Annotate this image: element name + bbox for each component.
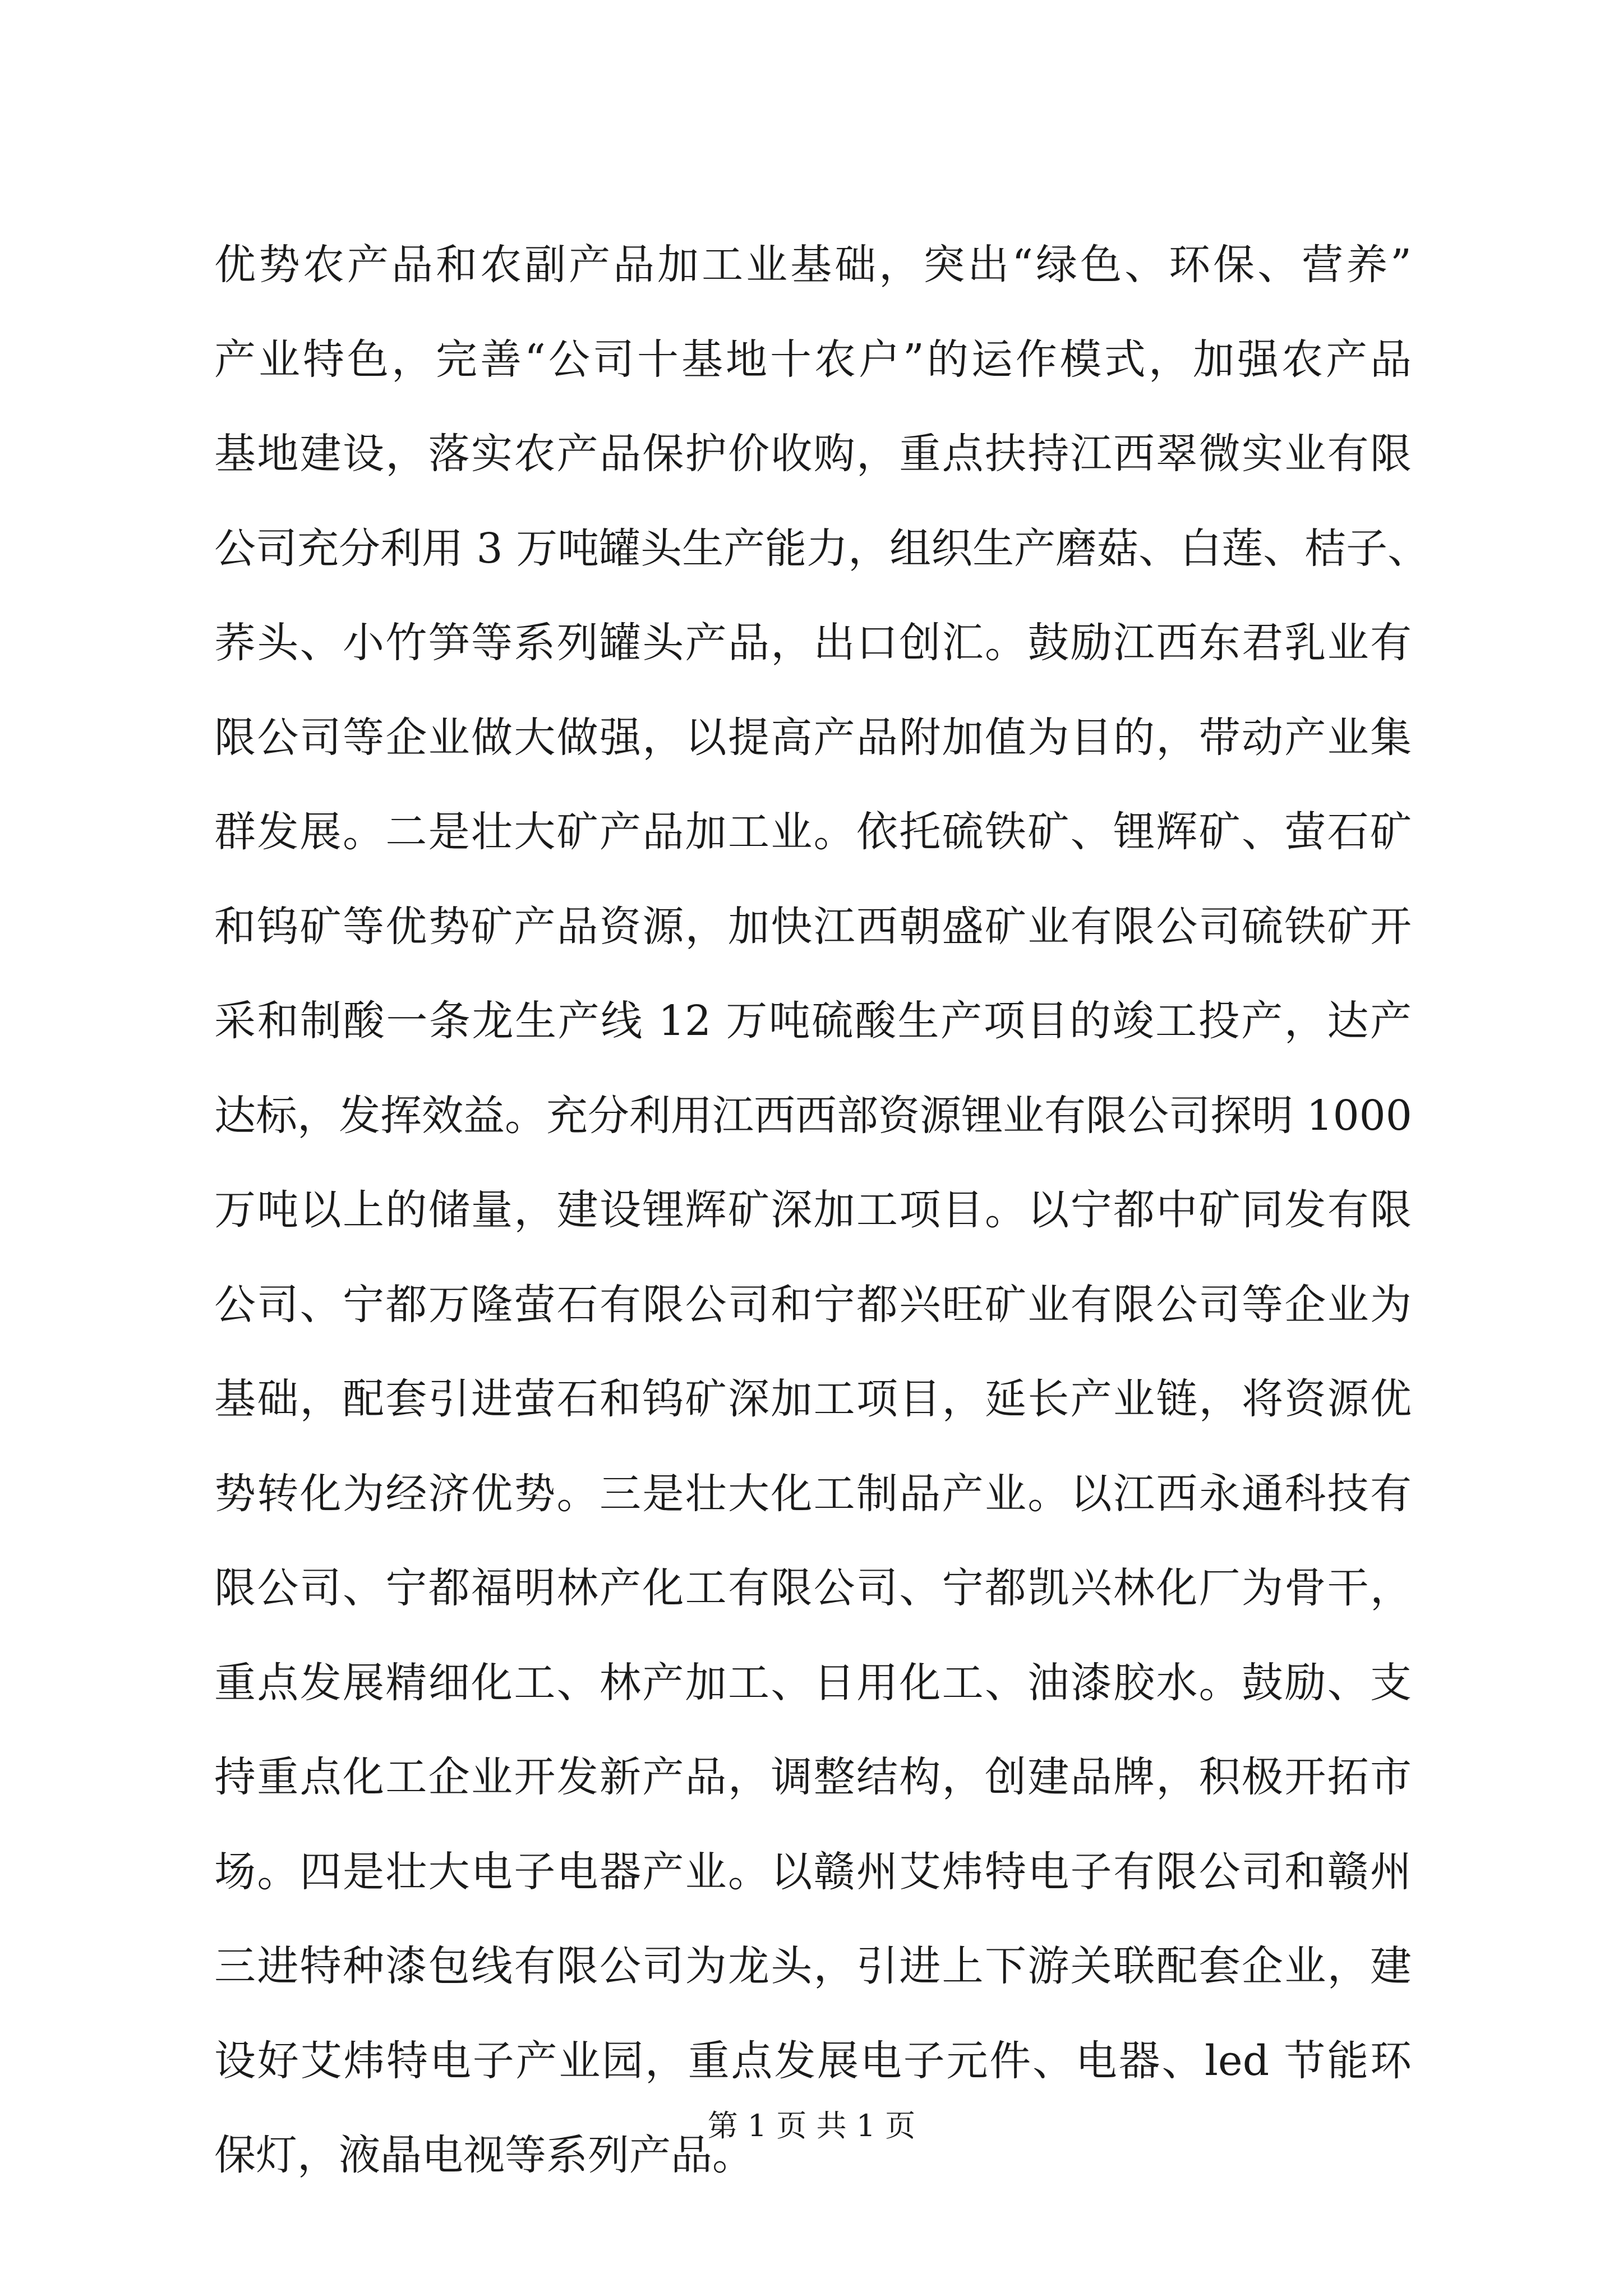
text-line: 达标，发挥效益。充分利用江西西部资源锂业有限公司探明 1000: [214, 1091, 1412, 1140]
text-line: 场。四是壮大电子电器产业。以赣州艾炜特电子有限公司和赣州: [214, 1847, 1412, 1896]
text-line: 公司充分利用 3 万吨罐头生产能力，组织生产磨菇、白莲、桔子、: [214, 524, 1430, 573]
text-line: 基地建设，落实农产品保护价收购，重点扶持江西翠微实业有限: [214, 430, 1412, 478]
text-line: 群发展。二是壮大矿产品加工业。依托硫铁矿、锂辉矿、萤石矿: [214, 808, 1412, 856]
text-line: 设好艾炜特电子产业园，重点发展电子元件、电器、led 节能环: [214, 2036, 1412, 2085]
text-line: 产业特色，完善“公司十基地十农户”的运作模式，加强农产品: [214, 335, 1412, 384]
text-line: 势转化为经济优势。三是壮大化工制品产业。以江西永通科技有: [214, 1469, 1412, 1518]
text-line: 三进特种漆包线有限公司为龙头，引进上下游关联配套企业，建: [214, 1942, 1412, 1990]
text-line: 限公司、宁都福明林产化工有限公司、宁都凯兴林化厂为骨干，: [214, 1564, 1412, 1612]
text-line: 和钨矿等优势矿产品资源，加快江西朝盛矿业有限公司硫铁矿开: [214, 902, 1412, 951]
text-line: 基础，配套引进萤石和钨矿深加工项目，延长产业链，将资源优: [214, 1375, 1412, 1423]
text-line: 持重点化工企业开发新产品，调整结构，创建品牌，积极开拓市: [214, 1753, 1412, 1801]
text-line: 限公司等企业做大做强，以提高产品附加值为目的，带动产业集: [214, 713, 1412, 762]
text-line: 优势农产品和农副产品加工业基础，突出“绿色、环保、营养”: [214, 241, 1412, 289]
text-line: 保灯，液晶电视等系列产品。: [214, 2131, 754, 2179]
page-number-footer: 第 1 页 共 1 页: [707, 2108, 916, 2143]
body-text: [214, 218, 1430, 2203]
text-line: 采和制酸一条龙生产线 12 万吨硫酸生产项目的竣工投产，达产: [214, 997, 1412, 1045]
text-line: 重点发展精细化工、林产加工、日用化工、油漆胶水。鼓励、支: [214, 1658, 1412, 1707]
text-line: 公司、宁都万隆萤石有限公司和宁都兴旺矿业有限公司等企业为: [214, 1280, 1412, 1329]
text-line: 荞头、小竹笋等系列罐头产品，出口创汇。鼓励江西东君乳业有: [214, 619, 1412, 667]
text-line: 万吨以上的储量，建设锂辉矿深加工项目。以宁都中矿同发有限: [214, 1186, 1412, 1234]
